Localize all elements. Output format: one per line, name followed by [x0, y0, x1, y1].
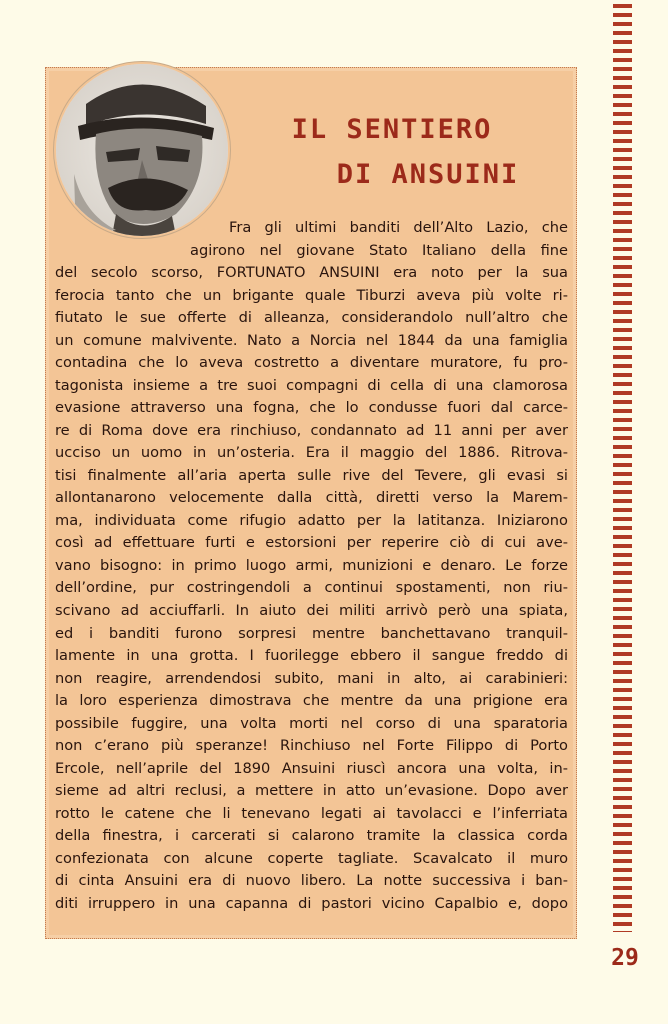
decorative-stripe [613, 4, 632, 932]
text-line: così ad effettuare furti e estorsioni per reperire ciò di cui ave- [55, 534, 568, 552]
portrait-illustration [56, 64, 228, 236]
portrait-photo [56, 64, 228, 236]
text-line: tisi finalmente all’aria aperta sulle rive del Tevere, gli evasi si [55, 466, 568, 484]
text-line: ed i banditi furono sorpresi mentre banchettavano tranquil- [55, 624, 568, 642]
text-line: evasione attraverso una fogna, che lo condusse fuori dal carce- [55, 399, 568, 417]
article-title-line1: IL SENTIERO [291, 114, 493, 145]
text-line: tagonista insieme a tre suoi compagni di cella di una clamorosa [55, 376, 568, 394]
text-line: dell’ordine, pur costringendoli a continui spostamenti, non riu- [55, 579, 568, 597]
text-line: diti irruppero in una capanna di pastori vicino Capalbio e, dopo [55, 894, 568, 912]
text-line: ma, individuata come rifugio adatto per la latitanza. Iniziarono [55, 511, 568, 529]
page-number: 29 [611, 945, 639, 971]
text-line: Fra gli ultimi banditi dell’Alto Lazio, che [229, 219, 568, 236]
text-line: possibile fuggire, una volta morti nel corso di una sparatoria [55, 714, 568, 732]
text-line: non c’erano più speranze! Rinchiuso nel Forte Filippo di Porto [55, 737, 568, 755]
text-line: re di Roma dove era rinchiuso, condannato ad 11 anni per aver [55, 421, 568, 439]
text-line: scivano ad acciuffarli. In aiuto dei militi arrivò però una spiata, [55, 602, 568, 619]
text-line: rotto le catene che li tenevano legati ai tavolacci e l’inferriata [55, 804, 568, 822]
text-line: di cinta Ansuini era di nuovo libero. La notte successiva i ban- [55, 872, 568, 890]
text-line: lamente in una grotta. I fuorilegge ebbero il sangue freddo di [55, 647, 568, 665]
text-line: agirono nel giovane Stato Italiano della fine [190, 241, 568, 259]
article-title-line2: DI ANSUINI [336, 159, 520, 190]
text-line: della finestra, i carcerati si calarono tramite la classica corda [55, 827, 568, 845]
text-line: del secolo scorso, FORTUNATO ANSUINI era noto per la sua [55, 264, 568, 282]
text-line: non reagire, arrendendosi subito, mani in alto, ai carabinieri: [55, 669, 568, 687]
text-line: ferocia tanto che un brigante quale Tiburzi aveva più volte ri- [55, 286, 568, 304]
text-line: la loro esperienza dimostrava che mentre da una prigione era [55, 692, 568, 710]
text-line: fiutato le sue offerte di alleanza, considerandolo null’altro che [55, 309, 568, 327]
text-line: ucciso un uomo in un’osteria. Era il maggio del 1886. Ritrova- [55, 444, 568, 462]
text-line: vano bisogno: in primo luogo armi, munizioni e denaro. Le forze [55, 556, 568, 574]
text-line: contadina che lo aveva costretto a diventare muratore, fu pro- [55, 354, 568, 372]
text-line: Ercole, nell’aprile del 1890 Ansuini riuscì ancora una volta, in- [55, 759, 568, 777]
text-line: allontanarono velocemente dalla città, diretti verso la Marem- [55, 489, 568, 507]
text-line: un comune malvivente. Nato a Norcia nel 1844 da una famiglia [55, 331, 568, 349]
text-line: confezionata con alcune coperte tagliate. Scavalcato il muro [55, 849, 568, 867]
text-line: sieme ad altri reclusi, a mettere in atto un’evasione. Dopo aver [55, 782, 568, 800]
